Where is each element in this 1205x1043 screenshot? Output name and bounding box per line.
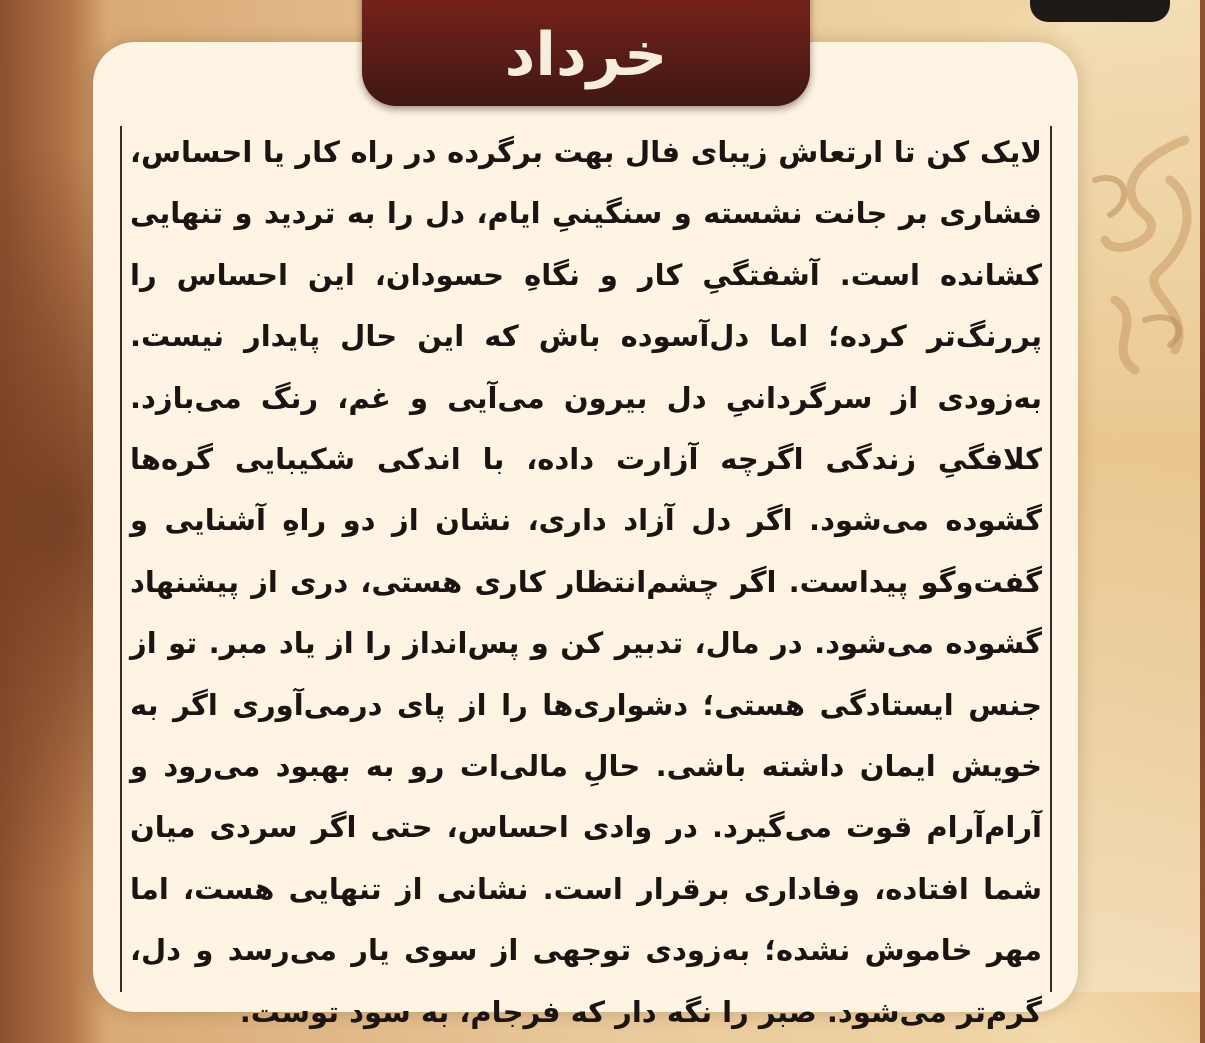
left-divider-line xyxy=(120,126,122,992)
fortune-text: لایک کن تا ارتعاش زیبای فال بهت برگرده در راه کار یا احساس، فشاری بر جانت نشسته و سنگینیِ ایام، دل را به تردید و تنهایی کشانده است. آشفتگیِ کار و نگاهِ حسودان، این احساس را پررنگ‌تر کرده؛ اما دل‌آسوده باش که این حال پایدار نیست. به‌زودی از سرگردانیِ دل بیرون می‌آیی و غم، رنگ می‌بازد. کلافگیِ زندگی اگرچه آزارت داده، با اندکی شکیبایی گره‌ها گشوده می‌شود. اگر دل آزاد داری، نشان از دو راهِ آشنایی و گفت‌وگو پیداست. اگر چشم‌انتظار کاری هستی، دری از پیشنهاد گشوده می‌شود. در مال، تدبیر کن و پس‌انداز را از یاد مبر. تو از جنس ایستادگی هستی؛ دشواری‌ها را از پای درمی‌آوری اگر به خویش ایمان داشته باشی. حالِ مالی‌ات رو به بهبود می‌رود و آرام‌آرام قوت می‌گیرد. در وادی احساس، حتی اگر سردی میان شما افتاده، وفاداری برقرار است. نشانی از تنهایی هست، اما مهر خاموش نشده؛ به‌زودی توجهی از سوی یار می‌رسد و دل، گرم‌تر می‌شود. صبر را نگه دار که فرجام، به سود توست. xyxy=(130,135,1042,1029)
title-banner xyxy=(362,0,810,106)
page-title: خرداد xyxy=(504,20,668,90)
right-divider-line xyxy=(1050,126,1052,992)
background-calligraphy xyxy=(1075,120,1205,380)
corner-menu-button[interactable] xyxy=(1030,0,1170,22)
